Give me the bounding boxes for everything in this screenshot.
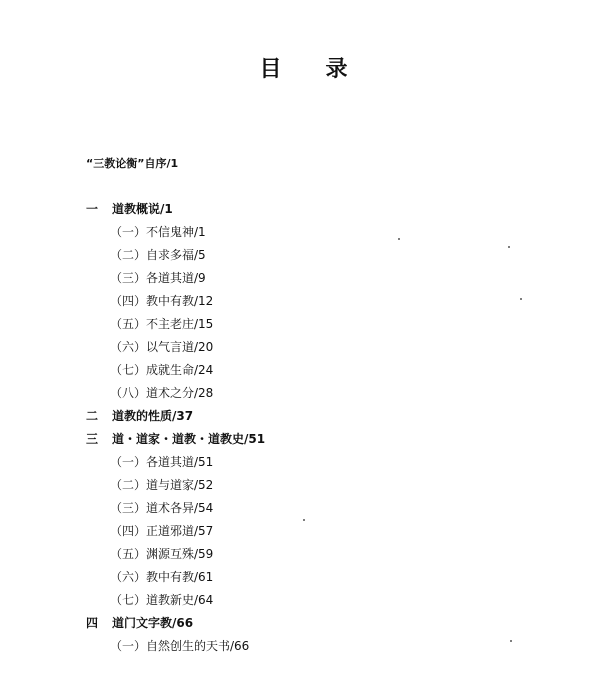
toc-item: （二）自求多福/5 — [110, 248, 206, 262]
toc-item: （四）教中有教/12 — [110, 294, 214, 308]
toc-item: （八）道术之分/28 — [110, 386, 214, 400]
section-title: 道门文字教/66 — [112, 616, 194, 630]
toc-item: （四）正道邪道/57 — [110, 524, 214, 538]
title-char-1: 目 — [259, 56, 282, 82]
toc-item: （五）渊源互殊/59 — [110, 547, 214, 561]
title-char-2: 录 — [325, 56, 348, 82]
section-number: 二 — [86, 409, 99, 423]
section-number: 四 — [86, 616, 99, 630]
toc-item: （七）成就生命/24 — [110, 363, 214, 377]
toc-item: （六）教中有教/61 — [110, 570, 214, 584]
toc-section-1 — [86, 201, 173, 217]
section-title: 道教概说/1 — [112, 202, 173, 216]
toc-item: （三）道术各异/54 — [110, 501, 214, 515]
page-title — [0, 52, 607, 83]
section-number: 一 — [86, 202, 99, 216]
toc-item: （一）各道其道/51 — [110, 455, 214, 469]
toc-item: （一）自然创生的天书/66 — [110, 639, 250, 653]
toc-section-2 — [86, 408, 193, 424]
scan-speck — [508, 246, 510, 248]
toc-item: （二）道与道家/52 — [110, 478, 214, 492]
section-title: 道・道家・道教・道教史/51 — [112, 432, 266, 446]
toc-section-3 — [86, 431, 265, 447]
scan-speck — [510, 640, 512, 642]
toc-item: （一）不信鬼神/1 — [110, 225, 206, 239]
toc-item: （七）道教新史/64 — [110, 593, 214, 607]
scan-speck — [398, 238, 400, 240]
toc-section-4 — [86, 615, 193, 631]
section-title: 道教的性质/37 — [112, 409, 194, 423]
section-number: 三 — [86, 432, 99, 446]
toc-item: （五）不主老庄/15 — [110, 317, 214, 331]
toc-item: （六）以气言道/20 — [110, 340, 214, 354]
scan-speck — [520, 298, 522, 300]
toc-preface: “三教论衡”自序/1 — [86, 157, 179, 170]
toc-item: （三）各道其道/9 — [110, 271, 206, 285]
scan-speck — [303, 519, 305, 521]
